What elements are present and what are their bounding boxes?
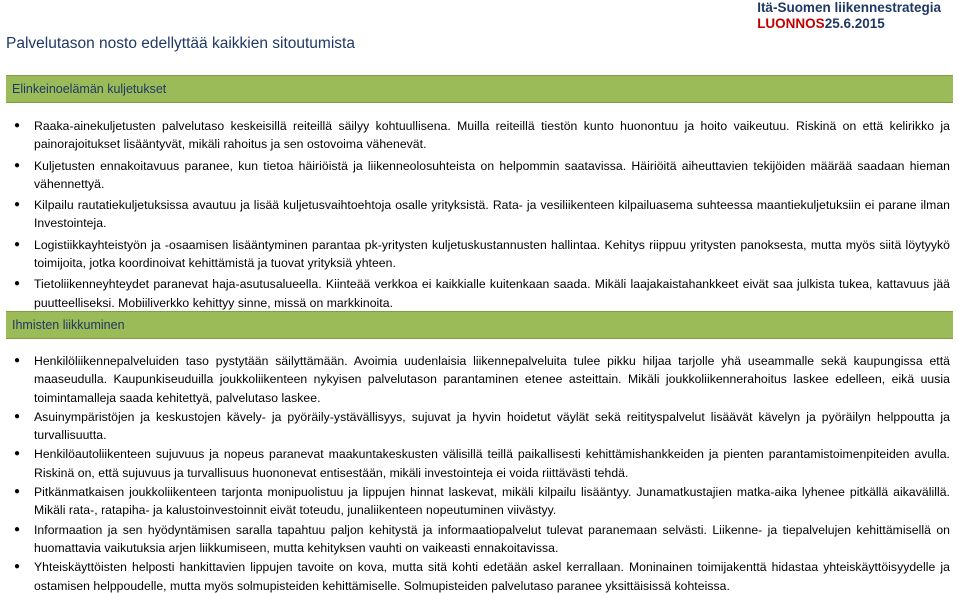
bullet-text: Henkilöliikennepalveluiden taso pystytään säilyttämään. Avoimia uudenlaisia liikennepalveluita tulee pikku hiljaa tarjolle yhä useammalle sekä kaupungissa että maaseudulla. Kaupunkiseuduilla joukkoliikenteen nykyisen palvelutason parantaminen etenee asteittain. Mikäli joukkoliikennerahoitus laskee edelleen, eikä uusia toimintamalleja saada kehitettyä, palvelutaso laskee. [34, 354, 950, 405]
bullet-icon: ● [14, 448, 21, 460]
bullet-text: Kuljetusten ennakoitavuus paranee, kun tietoa häiriöistä ja liikenneolosuhteista on helpommin saatavissa. Häiriöitä aiheuttavien tekijöiden määrää saadaan hieman vähennettyä. [34, 158, 950, 191]
bullet-text: Kilpailu rautatiekuljetuksissa avautuu ja lisää kuljetusvaihtoehtoja osalle yrityksistä. Rata- ja vesiliikenteen kilpailuasema suhteessa maantiekuljetuksiin ei parane ilman Investointeja. [34, 198, 950, 231]
bullet-text: Asuinympäristöjen ja keskustojen kävely- ja pyöräily-ystävällisyys, sujuvat ja hyvin hoidetut väylät sekä reitityspalvelut lisäävät kävelyn ja pyöräilyn helppoutta ja turvallisuutta. [34, 409, 950, 443]
section-heading-freight [6, 75, 953, 103]
bullet-icon: ● [14, 355, 21, 366]
bullet-icon: ● [14, 278, 21, 290]
list-item [14, 196, 950, 233]
section-title: Ihmisten liikkuminen [12, 318, 125, 332]
section-heading-people [6, 311, 953, 339]
header-organization: Itä-Suomen liikennestrategia [757, 0, 941, 15]
header-date: 25.6.2015 [824, 16, 885, 31]
page-title: Palvelutason nosto edellyttää kaikkien sitoutumista [6, 35, 355, 52]
list-item [14, 558, 950, 593]
freight-bullet-list [14, 117, 950, 312]
people-bullet-list [14, 352, 950, 593]
bullet-icon: ● [14, 410, 21, 422]
bullet-text: Informaation ja sen hyödyntämisen saralla tapahtuu paljon kehitystä ja informaatiopalvelut tulevat paranemaan selvästi. Liikenne- ja tiepalvelujen kehittämisellä on huomattavia vaikutuksia arjen liikkumiseen, mutta kehityksen vauhti on vaikeasti ennakoitavissa. [34, 522, 950, 555]
list-item [14, 275, 950, 312]
list-item [14, 236, 950, 273]
list-item [14, 483, 950, 520]
bullet-icon: ● [14, 238, 21, 250]
list-item [14, 521, 950, 558]
bullet-text: Tietoliikenneyhteydet paranevat haja-asutusalueella. Kiinteää verkkoa ei kaikkialle kuitenkaan saada. Mikäli laajakaistahankkeet eivät saa julkista tukea, kattavuus jää puutteelliseksi. Mobiiliverkko kehittyy sinne, missä on markkinoita. [34, 277, 950, 310]
bullet-text: Henkilöautoliikenteen sujuvuus ja nopeus paranevat maakuntakeskusten välisillä teillä paikallisesti kehittämishankkeiden ja pienten parantamistoimenpiteiden avulla. Riskinä on, että sujuvuus ja turvallisuus huononevat entisestään, mikäli investointeja ei voida riittävästi tehdä. [34, 447, 950, 480]
document-header [757, 0, 941, 32]
bullet-text: Pitkänmatkaisen joukkoliikenteen tarjonta monipuolistuu ja lippujen hinnat laskevat, mikäli kilpailu lisääntyy. Junamatkustajien matka-aika lyhenee pitkällä aikavälillä. Mikäli rata-, ratapiha- ja kalustoinvestoinnit eivät toteudu, junaliikenteen nopeutuminen viivästyy. [34, 485, 950, 518]
list-item [14, 445, 950, 482]
list-item [14, 352, 950, 407]
bullet-text: Yhteiskäyttöisten helposti hankittavien lippujen tavoite on kova, mutta sitä kohti edetään askel kerrallaan. Moninainen toimijakenttä hidastaa yhteiskäyttöisyydelle ja ostamisen helppoudelle, mutta myös solmupisteiden kehittämiselle. Solmupisteiden palvelutaso paranee yksittäisissä kohteissa. [34, 560, 950, 593]
list-item [14, 408, 950, 445]
bullet-icon: ● [14, 561, 21, 573]
bullet-icon: ● [14, 523, 21, 535]
draft-label: LUONNOS [757, 16, 825, 31]
list-item [14, 157, 950, 194]
bullet-icon: ● [14, 159, 21, 171]
bullet-icon: ● [14, 120, 21, 131]
bullet-text: Raaka-ainekuljetusten palvelutaso keskeisillä reiteillä säilyy kohtuullisena. Muilla reiteillä tiestön kunto huonontuu ja hoito vaikeutuu. Riskinä on että kelirikko ja painorajoitukset lisääntyvät, mikäli rahoitus ja sen ostovoima vähenevät. [34, 119, 950, 152]
bullet-icon: ● [14, 486, 21, 498]
bullet-text: Logistiikkayhteistyön ja -osaamisen lisääntyminen parantaa pk-yritysten kuljetuskustannusten hallintaa. Kehitys riippuu yritysten panoksesta, mutta myös siitä löytyykö toimijoita, jotka koordinoivat kehittämistä ja tuovat yrityksiä yhteen. [34, 237, 950, 271]
bullet-icon: ● [14, 199, 21, 211]
list-item [14, 117, 950, 154]
section-title: Elinkeinoelämän kuljetukset [12, 82, 167, 96]
